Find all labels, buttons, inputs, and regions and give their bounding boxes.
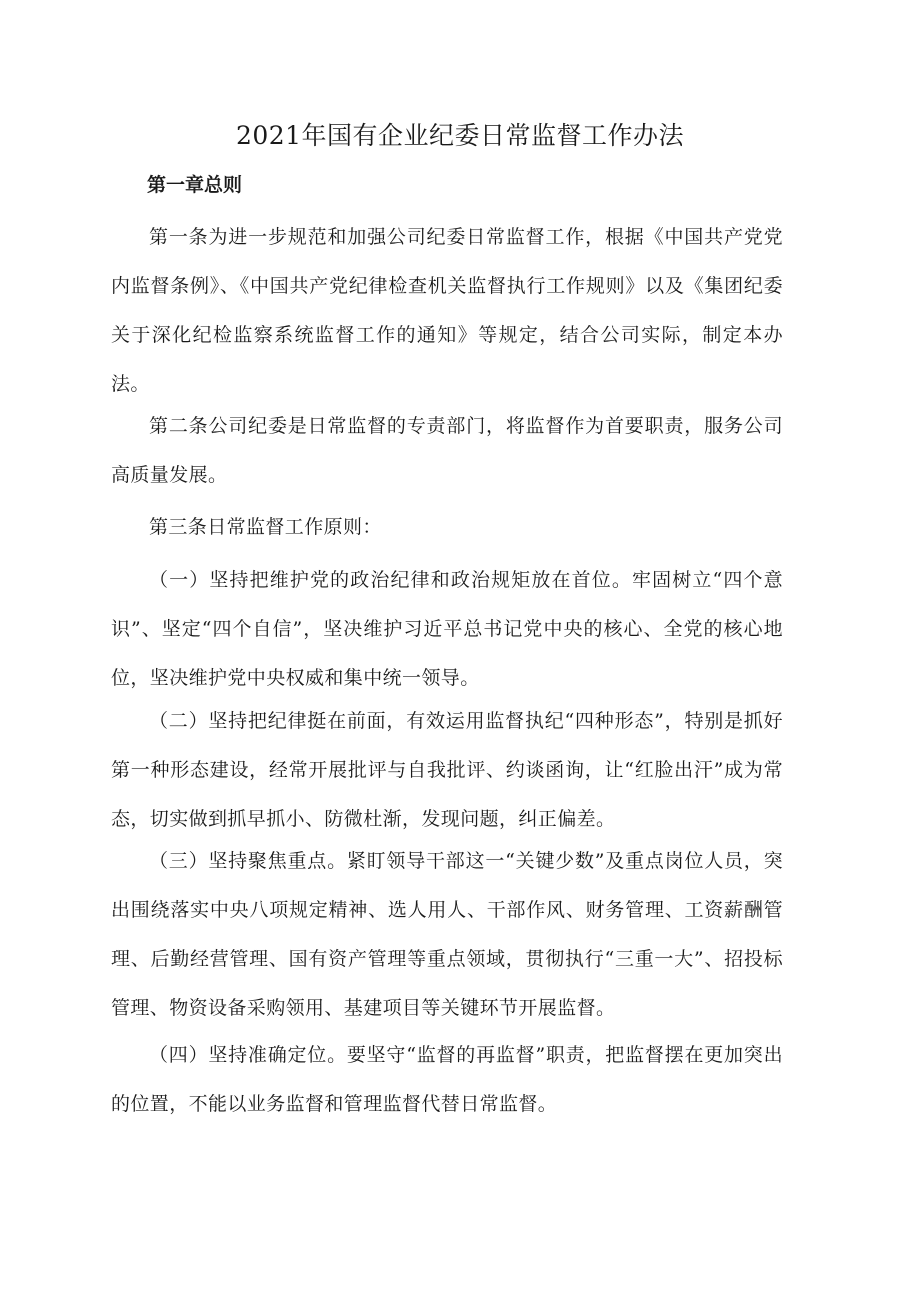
- chapter-heading: 第一章总则: [147, 174, 243, 196]
- principle-1-paragraph: （一）坚持把维护党的政治纪律和政治规矩放在首位。牢固树立“四个意识”、坚定“四个自信”，坚决维护习近平总书记党中央的核心、全党的核心地位，坚决维护党中央权威和集中统一领导。: [111, 569, 783, 689]
- article-2-paragraph: 第二条公司纪委是日常监督的专责部门，将监督作为首要职责，服务公司高质量发展。: [111, 415, 783, 486]
- principle-2-paragraph: （二）坚持把纪律挺在前面，有效运用监督执纪“四种形态”，特别是抓好第一种形态建设，经常开展批评与自我批评、约谈函询，让“红脸出汗”成为常态，切实做到抓早抓小、防微杜渐，发现问题，纠正偏差。: [111, 710, 783, 830]
- article-1-paragraph: 第一条为进一步规范和加强公司纪委日常监督工作，根据《中国共产党党内监督条例》、《中国共产党纪律检查机关监督执行工作规则》以及《集团纪委关于深化纪检监察系统监督工作的通知》等规定，结合公司实际，制定本办法。: [111, 226, 783, 395]
- document-title: 2021年国有企业纪委日常监督工作办法: [235, 121, 685, 150]
- article-3-paragraph: 第三条日常监督工作原则：: [149, 516, 382, 538]
- principle-3-paragraph: （三）坚持聚焦重点。紧盯领导干部这一“关键少数”及重点岗位人员，突出围绕落实中央八项规定精神、选人用人、干部作风、财务管理、工资薪酬管理、后勤经营管理、国有资产管理等重点领域，贯彻执行“三重一大”、招投标管理、物资设备采购领用、基建项目等关键环节开展监督。: [111, 850, 783, 1019]
- principle-4-paragraph: （四）坚持准确定位。要坚守“监督的再监督”职责，把监督摆在更加突出的位置，不能以业务监督和管理监督代替日常监督。: [111, 1044, 783, 1115]
